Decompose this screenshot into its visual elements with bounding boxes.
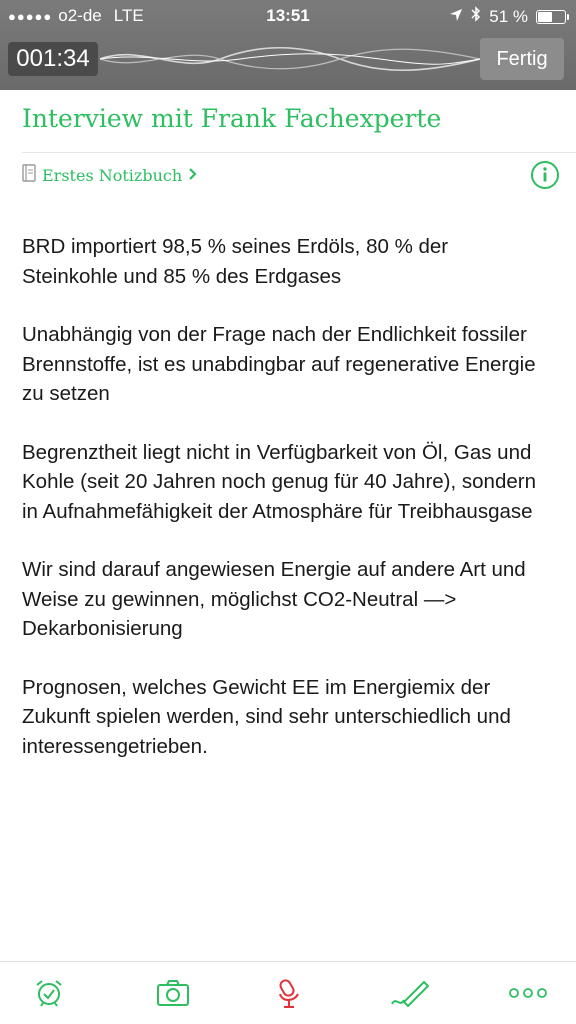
status-bar	[0, 0, 576, 32]
audio-waveform-icon	[100, 36, 480, 82]
chevron-right-icon	[188, 166, 197, 185]
info-icon	[530, 160, 560, 190]
divider	[22, 152, 576, 153]
note-paragraph: Unabhängig von der Frage nach der Endlichkeit fossiler Brennstoffe, ist es unabdingbar auf regenerative Energie zu setzen	[22, 323, 536, 405]
info-button[interactable]	[530, 160, 560, 195]
note-paragraph: BRD importiert 98,5 % seines Erdöls, 80 % der Steinkohle und 85 % des Erdgases	[22, 235, 449, 288]
recording-timer: 001:34	[8, 42, 98, 76]
reminder-button[interactable]	[34, 978, 64, 1013]
location-icon	[449, 7, 463, 27]
notebook-icon	[22, 164, 36, 186]
battery-icon	[536, 10, 566, 24]
handwriting-icon	[390, 978, 430, 1008]
microphone-icon	[276, 978, 304, 1010]
bottom-toolbar	[0, 961, 576, 1024]
network-label: LTE	[113, 6, 144, 25]
battery-percent: 51 %	[489, 6, 528, 26]
notebook-label: Erstes Notizbuch	[42, 165, 183, 185]
carrier-label: o2-de	[58, 6, 102, 25]
signal-strength-icon: ●●●●●	[8, 8, 53, 24]
alarm-clock-icon	[34, 978, 64, 1008]
camera-icon	[156, 978, 190, 1008]
done-button[interactable]: Fertig	[480, 38, 564, 80]
note-paragraph: Prognosen, welches Gewicht EE im Energiemix der Zukunft spielen werden, sind sehr unterschiedlich und interessengetrieben.	[22, 675, 511, 758]
camera-button[interactable]	[156, 978, 190, 1013]
more-icon	[508, 986, 548, 1000]
notebook-selector[interactable]	[22, 164, 197, 186]
bluetooth-icon	[471, 6, 481, 27]
note-body[interactable]	[22, 232, 546, 790]
more-button[interactable]	[508, 986, 548, 1005]
sketch-button[interactable]	[390, 978, 430, 1013]
clock: 13:51	[266, 6, 310, 25]
note-paragraph: Begrenztheit liegt nicht in Verfügbarkeit von Öl, Gas und Kohle (seit 20 Jahren noch genug für 40 Jahre), sondern in Aufnahmefähigkeit der Atmosphäre für Treibhausgase	[22, 440, 536, 523]
recording-header	[0, 0, 576, 90]
note-paragraph: Wir sind darauf angewiesen Energie auf andere Art und Weise zu gewinnen, möglichst CO2-Neutral —> Dekarbonisierung	[22, 558, 526, 640]
note-title[interactable]: Interview mit Frank Fachexperte	[22, 104, 442, 133]
record-audio-button[interactable]	[276, 978, 304, 1015]
